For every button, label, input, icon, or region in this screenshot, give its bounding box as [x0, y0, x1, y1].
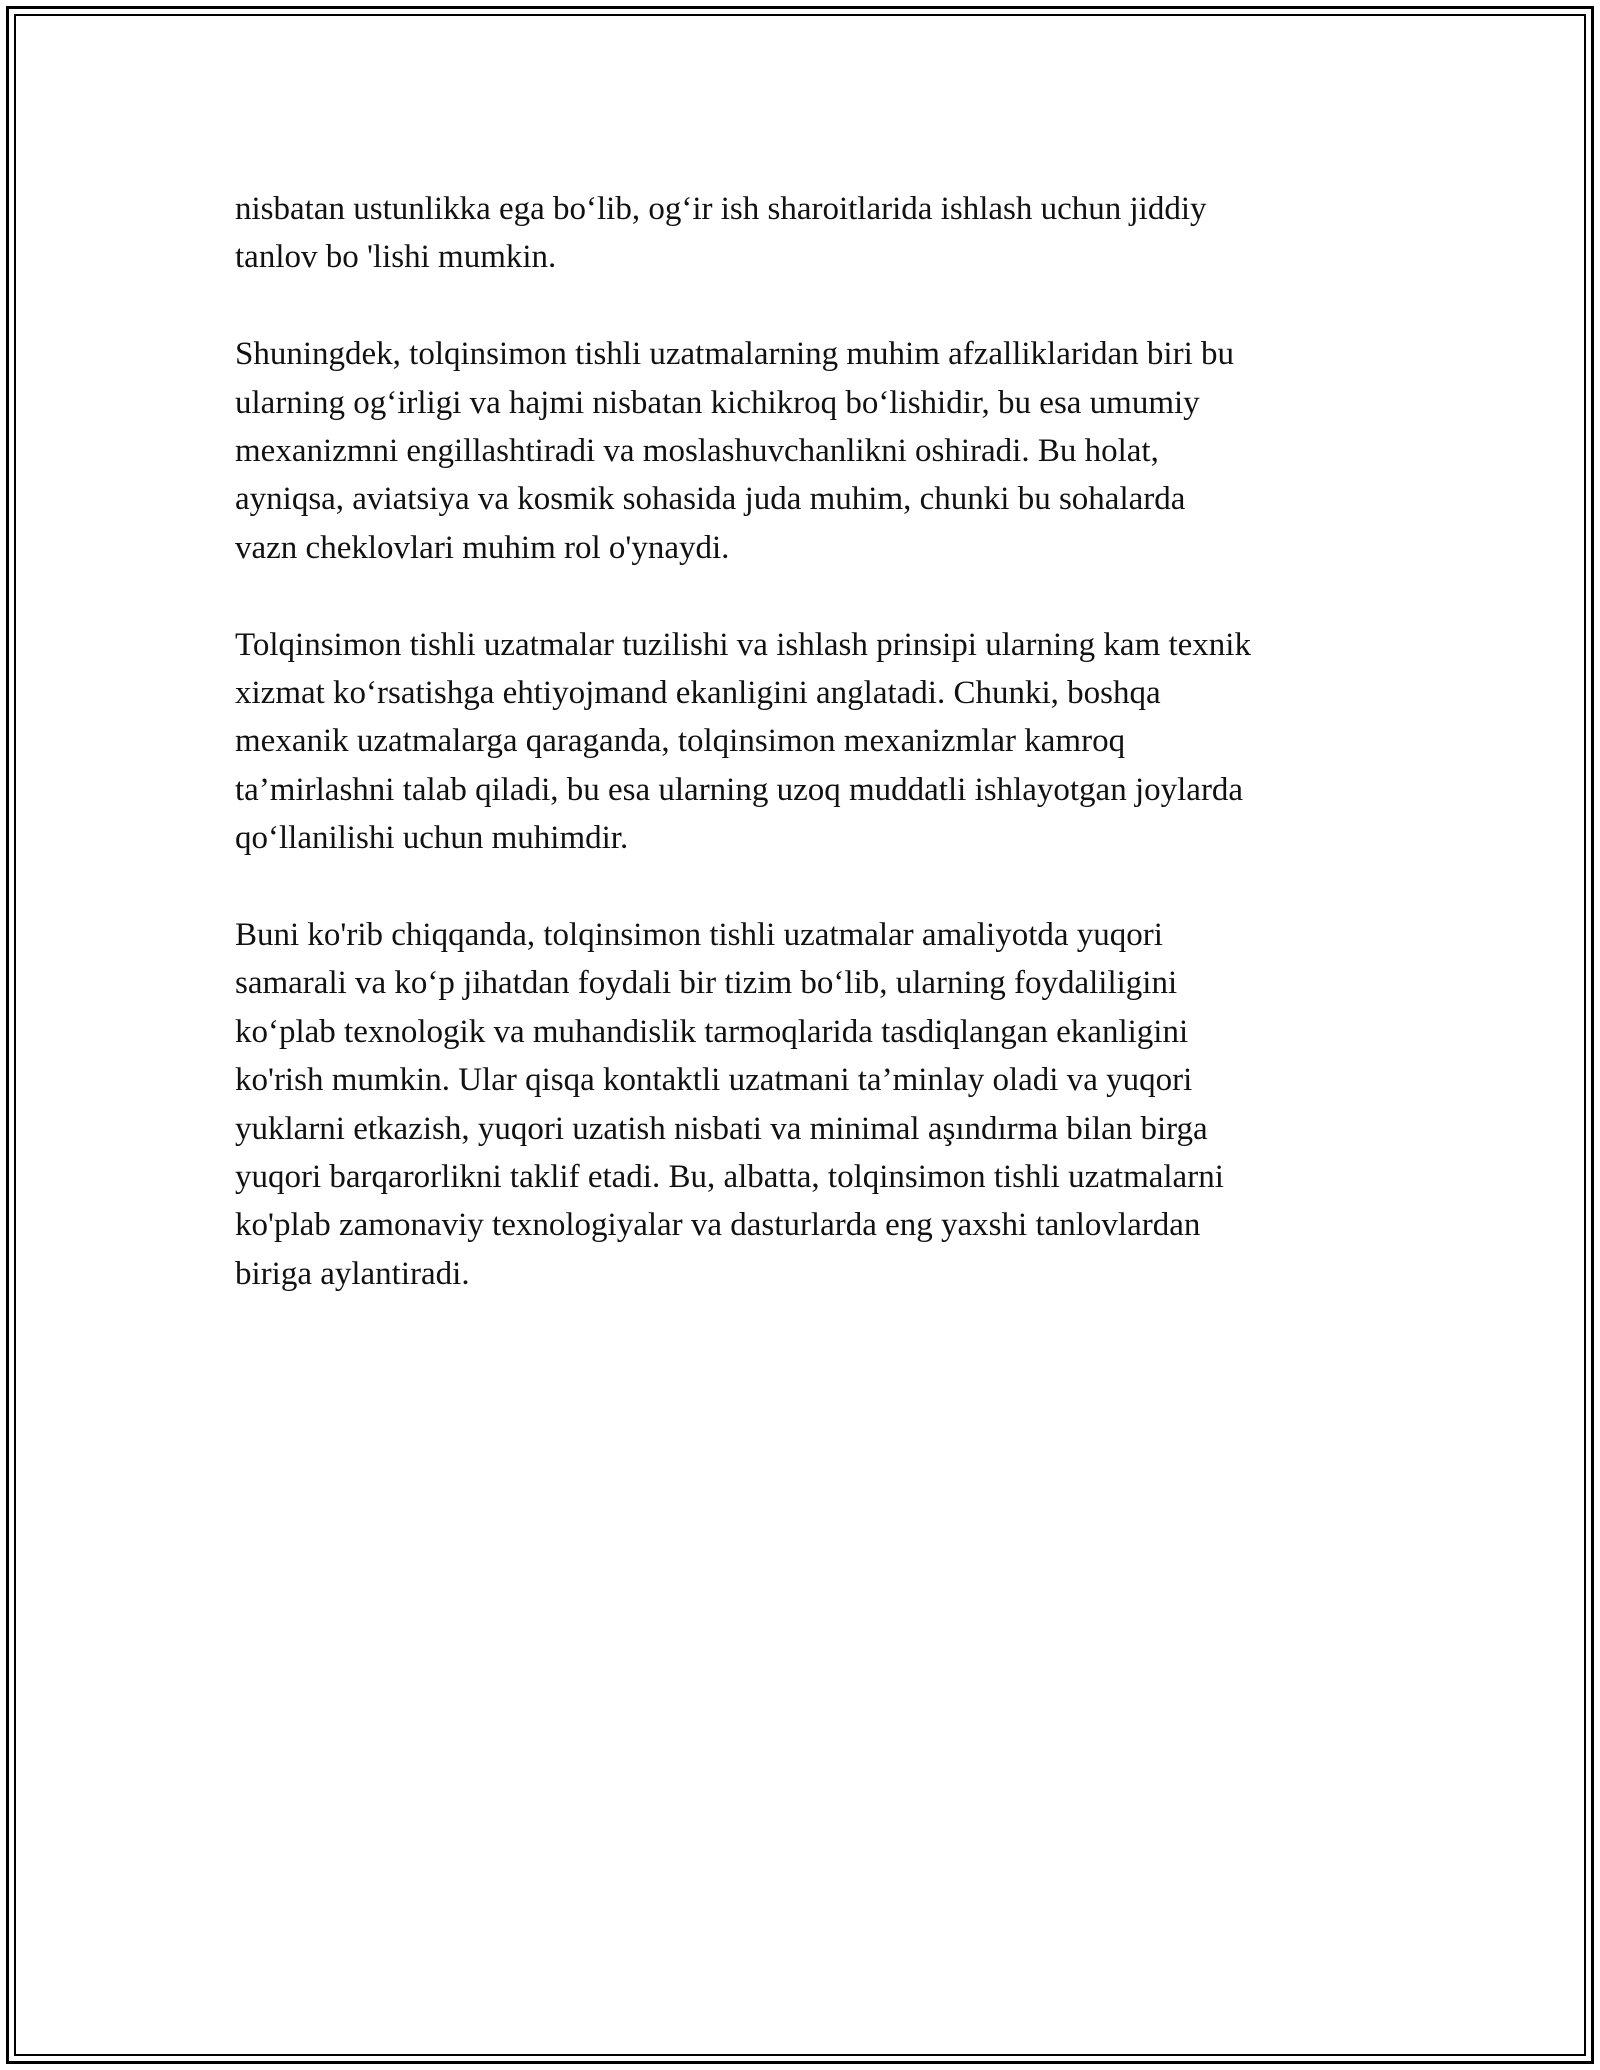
document-body: [235, 185, 1395, 1347]
paragraph-4: Buni ko'rib chiqqanda, tolqinsimon tishli uzatmalar amaliyotda yuqori samarali va ko‘p jihatdan foydali bir tizim bo‘lib, ularning foydaliligini ko‘plab texnologik va muhandislik tarmoqlarida tasdiqlangan ekanligini ko'rish mumkin. Ular qisqa kontaktli uzatmani ta’minlay oladi va yuqori yuklarni etkazish, yuqori uzatish nisbati va minimal aşındırma bilan birga yuqori barqarorlikni taklif etadi. Bu, albatta, tolqinsimon tishli uzatmalarni ko'plab zamonaviy texnologiyalar va dasturlarda eng yaxshi tanlovlardan biriga aylantiradi.: [235, 917, 1224, 1292]
paragraph-2: Shuningdek, tolqinsimon tishli uzatmalarning muhim afzalliklaridan biri bu ularning og‘irligi va hajmi nisbatan kichikroq bo‘lishidir, bu esa umumiy mexanizmni engillashtiradi va moslashuvchanlikni oshiradi. Bu holat, ayniqsa, aviatsiya va kosmik sohasida juda muhim, chunki bu sohalarda vazn cheklovlari muhim rol o'ynaydi.: [235, 336, 1235, 566]
paragraph-1: nisbatan ustunlikka ega bo‘lib, og‘ir ish sharoitlarida ishlash uchun jiddiy tanlov bo 'lishi mumkin.: [235, 191, 1207, 276]
paragraph-3: Tolqinsimon tishli uzatmalar tuzilishi va ishlash prinsipi ularning kam texnik xizmat ko‘rsatishga ehtiyojmand ekanligini anglatadi. Chunki, boshqa mexanik uzatmalarga qaraganda, tolqinsimon mexanizmlar kamroq ta’mirlashni talab qiladi, bu esa ularning uzoq muddatli ishlayotgan joylarda qo‘llanilishi uchun muhimdir.: [235, 626, 1251, 857]
